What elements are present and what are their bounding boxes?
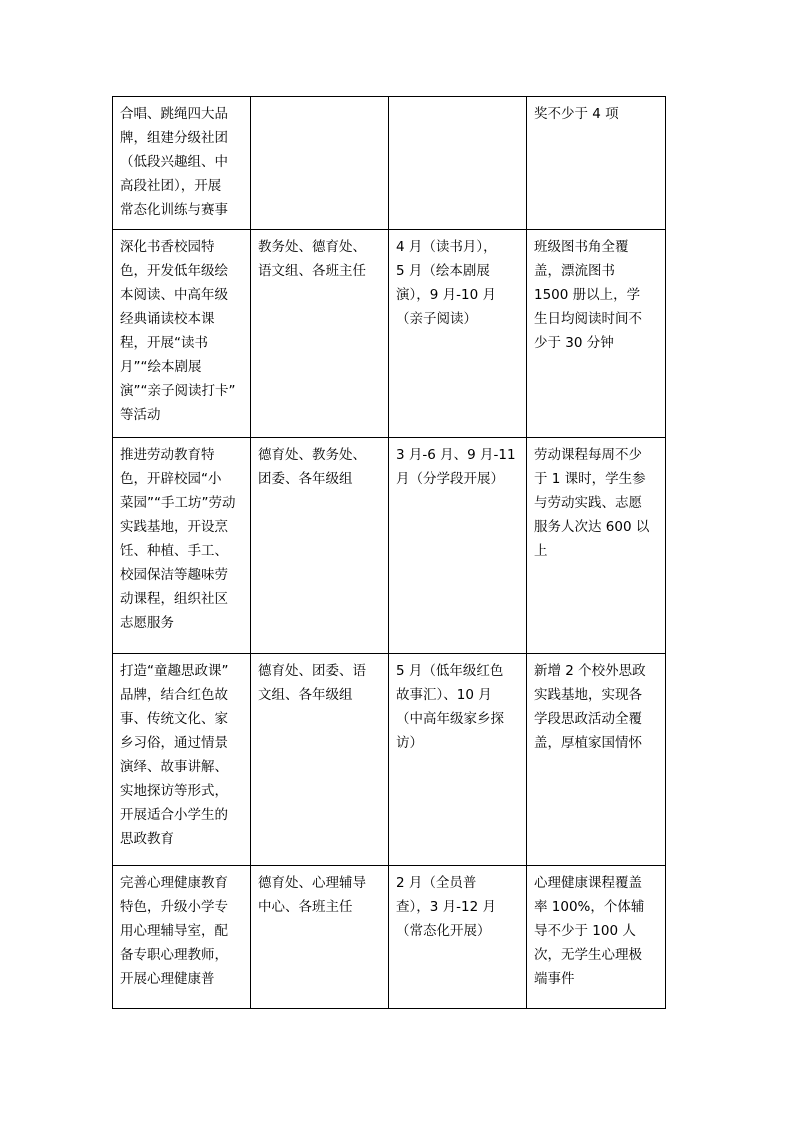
cell-content: 打造“童趣思政课” 品牌，结合红色故 事、传统文化、家 乡习俗，通过情景 演绎、故事讲解、 实地探访等形式， 开展适合小学生的 思政教育 — [113, 654, 251, 866]
cell-goal: 心理健康课程覆盖 率 100%，个体辅 导不少于 100 人 次，无学生心理极 端事件 — [527, 866, 666, 1009]
table-row — [113, 230, 666, 438]
table-row — [113, 438, 666, 654]
plan-table — [112, 96, 666, 1009]
cell-department — [251, 97, 389, 230]
cell-department: 德育处、心理辅导 中心、各班主任 — [251, 866, 389, 1009]
cell-time: 2 月（全员普 查），3 月-12 月 （常态化开展） — [389, 866, 527, 1009]
cell-content: 推进劳动教育特 色，开辟校园“小 菜园”“手工坊”劳动 实践基地，开设烹 饪、种植、手工、 校园保洁等趣味劳 动课程，组织社区 志愿服务 — [113, 438, 251, 654]
cell-goal: 奖不少于 4 项 — [527, 97, 666, 230]
cell-content: 完善心理健康教育 特色，升级小学专 用心理辅导室，配 备专职心理教师， 开展心理健康普 — [113, 866, 251, 1009]
cell-department: 德育处、教务处、 团委、各年级组 — [251, 438, 389, 654]
cell-content: 深化书香校园特 色，开发低年级绘 本阅读、中高年级 经典诵读校本课 程，开展“读书 月”“绘本剧展 演”“亲子阅读打卡” 等活动 — [113, 230, 251, 438]
cell-department: 德育处、团委、语 文组、各年级组 — [251, 654, 389, 866]
cell-department: 教务处、德育处、 语文组、各班主任 — [251, 230, 389, 438]
cell-goal: 新增 2 个校外思政 实践基地，实现各 学段思政活动全覆 盖，厚植家国情怀 — [527, 654, 666, 866]
cell-goal: 班级图书角全覆 盖，漂流图书 1500 册以上，学 生日均阅读时间不 少于 30 分钟 — [527, 230, 666, 438]
cell-time — [389, 97, 527, 230]
cell-time: 3 月-6 月、9 月-11 月（分学段开展） — [389, 438, 527, 654]
cell-time: 4 月（读书月）， 5 月（绘本剧展 演），9 月-10 月 （亲子阅读） — [389, 230, 527, 438]
cell-time: 5 月（低年级红色 故事汇）、10 月 （中高年级家乡探 访） — [389, 654, 527, 866]
table-row — [113, 866, 666, 1009]
cell-goal: 劳动课程每周不少 于 1 课时，学生参 与劳动实践、志愿 服务人次达 600 以 上 — [527, 438, 666, 654]
table-row — [113, 97, 666, 230]
cell-content: 合唱、跳绳四大品 牌，组建分级社团 （低段兴趣组、中 高段社团），开展 常态化训练与赛事 — [113, 97, 251, 230]
table-row — [113, 654, 666, 866]
